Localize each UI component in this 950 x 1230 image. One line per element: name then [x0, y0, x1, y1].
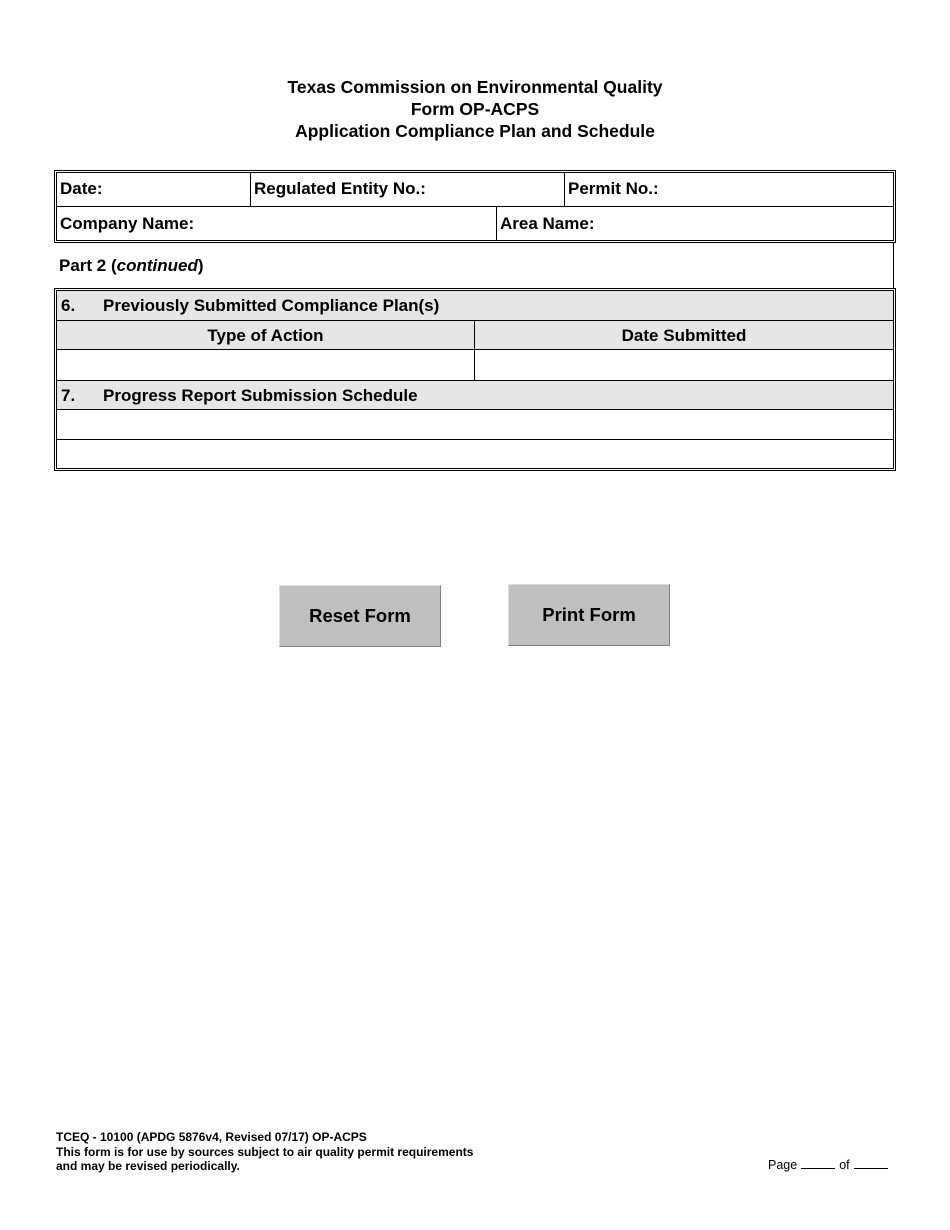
section7-number: 7.	[61, 386, 76, 405]
row-line-3	[57, 380, 893, 381]
part-continued: continued	[116, 256, 198, 275]
row-line-1	[57, 320, 893, 321]
footer-form-id: TCEQ - 10100 (APDG 5876v4, Revised 07/17) OP-ACPS	[56, 1130, 367, 1144]
form-header	[0, 76, 950, 142]
date-field-label: Date:	[60, 179, 103, 198]
form-footer	[56, 1130, 473, 1174]
reset-form-button[interactable]: Reset Form	[279, 585, 441, 647]
page-number: Page of	[768, 1158, 892, 1172]
regulated-entity-field-label: Regulated Entity No.:	[254, 179, 426, 198]
area-name-field-label: Area Name:	[500, 214, 595, 233]
footer-revision-note: and may be revised periodically.	[56, 1159, 240, 1173]
footer-usage-note: This form is for use by sources subject to air quality permit requirements	[56, 1144, 474, 1159]
section6-number: 6.	[61, 296, 76, 315]
permit-field-label: Permit No.:	[568, 179, 659, 198]
row-line-2	[57, 349, 893, 350]
id-divider-2	[564, 173, 565, 206]
id-divider-1	[250, 173, 251, 206]
part-heading: Part 2 (continued)	[59, 256, 204, 275]
page-number-blank	[801, 1168, 835, 1169]
date-submitted-header: Date Submitted	[621, 326, 747, 345]
section6-title: Previously Submitted Compliance Plan(s)	[103, 296, 440, 315]
page-total-blank	[854, 1168, 888, 1169]
row-line-5	[57, 439, 893, 440]
row-line-4	[57, 409, 893, 410]
form-id: Form OP-ACPS	[410, 99, 540, 119]
part-right-border	[893, 243, 894, 288]
id-row-divider	[57, 206, 893, 207]
company-name-field-label: Company Name:	[60, 214, 195, 233]
form-title: Application Compliance Plan and Schedule	[295, 121, 655, 141]
id-divider-3	[496, 207, 497, 240]
section7-title: Progress Report Submission Schedule	[103, 386, 418, 405]
print-form-button[interactable]: Print Form	[508, 584, 670, 646]
type-of-action-header: Type of Action	[207, 326, 324, 345]
agency-title: Texas Commission on Environmental Quality	[287, 77, 663, 97]
